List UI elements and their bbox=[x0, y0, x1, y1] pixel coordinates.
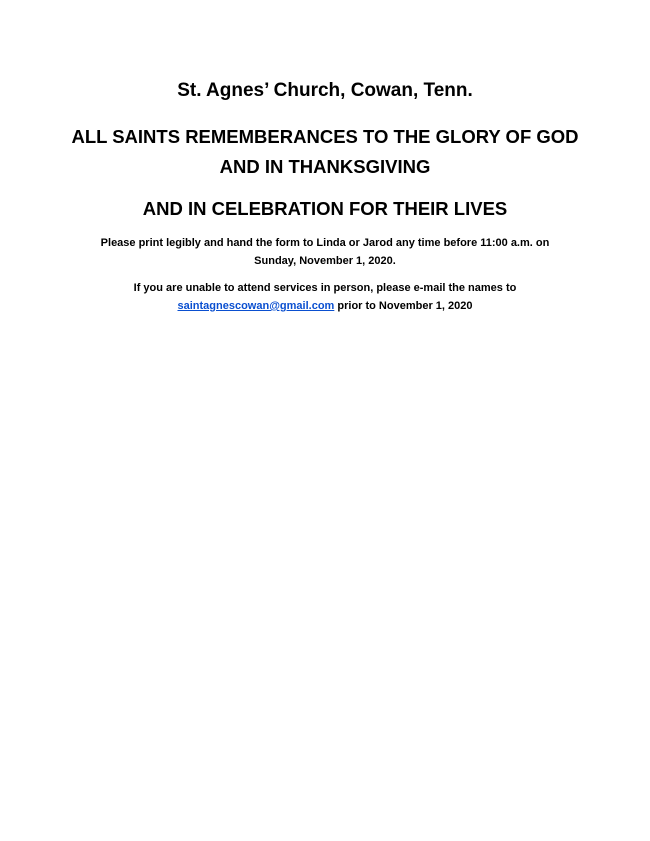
celebration-heading: AND IN CELEBRATION FOR THEIR LIVES bbox=[142, 198, 508, 219]
email-link[interactable]: saintagnescowan@gmail.com bbox=[177, 300, 335, 312]
instructions bbox=[60, 234, 590, 270]
email-note-line-1: If you are unable to attend services in person, please e-mail the names to bbox=[133, 282, 517, 294]
email-note-line-2 bbox=[60, 297, 590, 315]
instructions-line-2: Sunday, November 1, 2020. bbox=[254, 255, 396, 267]
email-note-suffix: prior to November 1, 2020 bbox=[334, 300, 473, 312]
main-heading bbox=[60, 122, 590, 182]
main-heading-line-2: AND IN THANKSGIVING bbox=[219, 156, 431, 177]
document-content bbox=[60, 78, 590, 315]
church-name: St. Agnes’ Church, Cowan, Tenn. bbox=[177, 80, 473, 101]
email-note bbox=[60, 279, 590, 315]
main-heading-line-1: ALL SAINTS REMEMBERANCES TO THE GLORY OF GOD bbox=[71, 126, 579, 147]
instructions-line-1: Please print legibly and hand the form to Linda or Jarod any time before 11:00 a.m. on bbox=[100, 237, 550, 249]
